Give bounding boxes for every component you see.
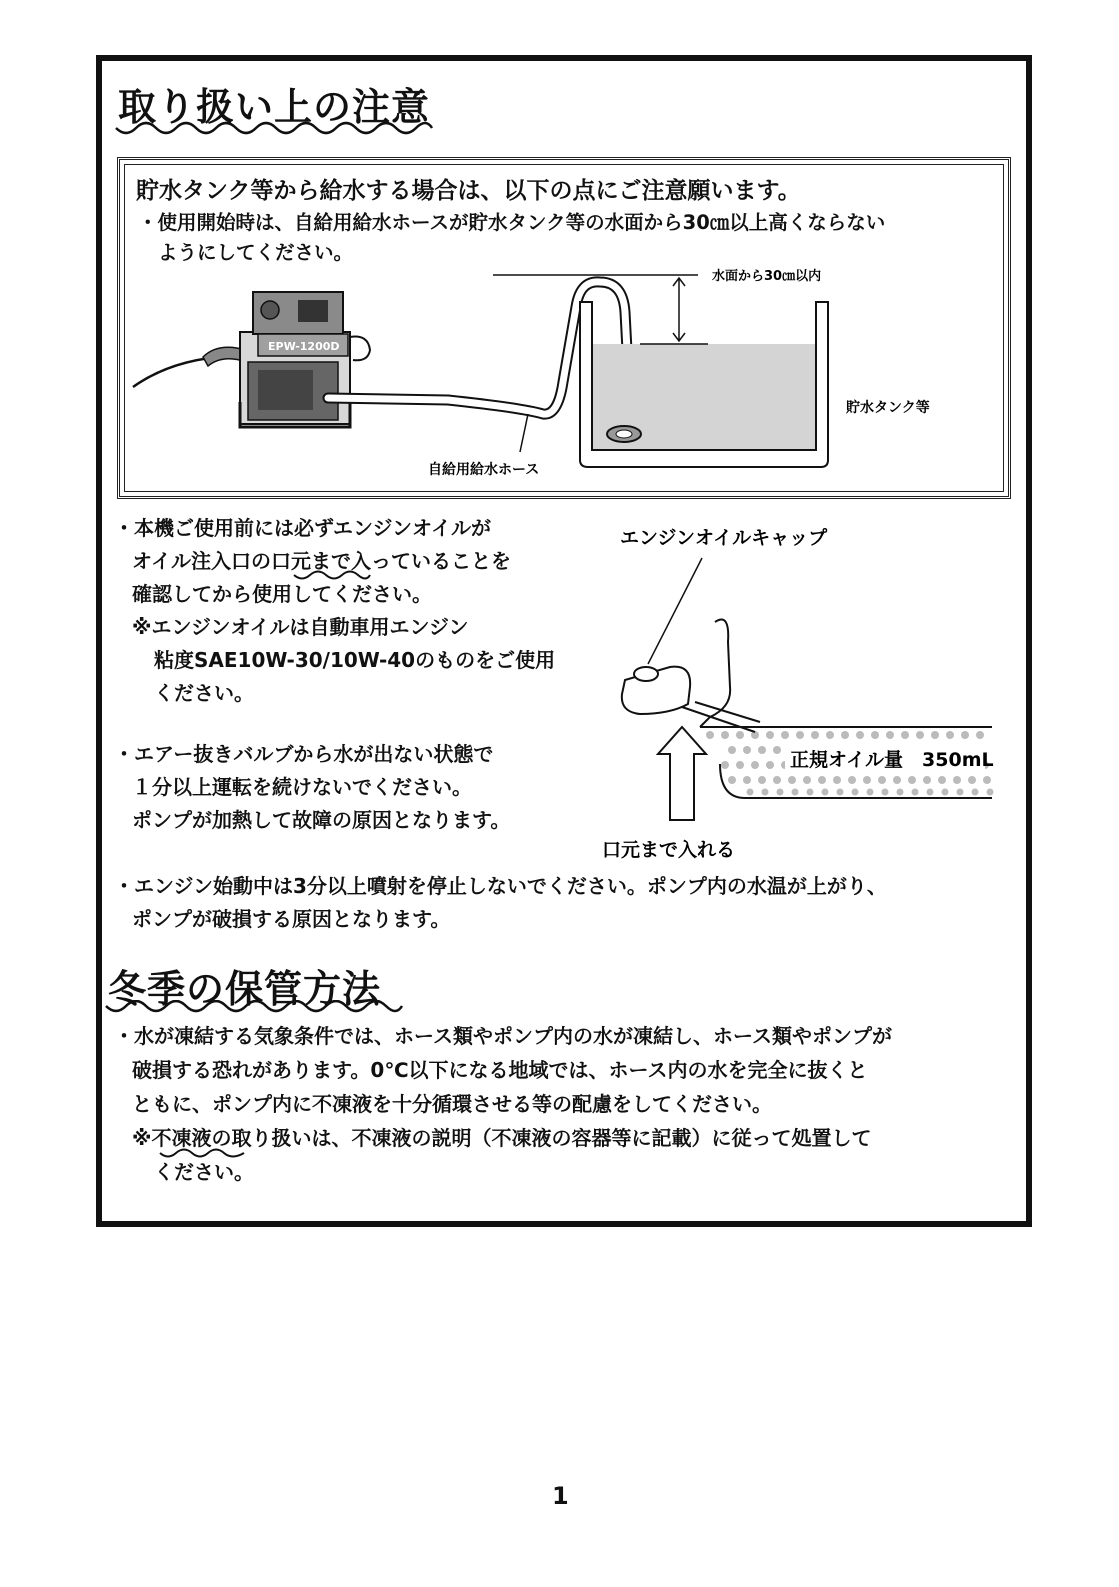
page-number: 1 [552,1482,569,1510]
cap-leader-line [648,558,702,664]
pump-unit [240,292,370,427]
oil-note-line-2: オイル注入口の口元まで入っていることを [132,549,511,573]
oil-amount-label: 正規オイル量 350mL [790,749,994,771]
tank-label: 貯水タンク等 [846,400,930,416]
winter-line-3: ともに、ポンプ内に不凍液を十分循環させる等の配慮をしてください。 [132,1092,772,1116]
hose-label: 自給用給水ホース [428,462,540,478]
oil-note-line-5: 粘度SAE10W-30/10W-40のものをご使用 [154,648,556,672]
notice-line-2: ようにしてください。 [158,241,354,264]
air-note-line-1: ・エアー抜きバルブから水が出ない状態で [114,742,494,766]
oil-fill-figure [600,522,1000,867]
air-note-line-2: １分以上運転を続けないでください。 [132,775,472,799]
winter-title-underline [104,1000,404,1018]
winter-line-5: ください。 [154,1160,254,1184]
fill-to-mouth-label: 口元まで入れる [602,839,736,861]
oil-note-line-4: ※エンジンオイルは自動車用エンジン [132,615,469,639]
water-level-label: 水面から30㎝以内 [712,269,822,284]
dimension-arrow [673,278,685,341]
antifreeze-underline [158,1148,246,1160]
engine-note-line-1: ・エンジン始動中は3分以上噴射を停止しないでください。ポンプ内の水温が上がり、 [114,874,887,898]
oil-note-line-1: ・本機ご使用前には必ずエンジンオイルが [114,516,491,540]
oil-inlet-underline [292,570,372,582]
pump-tank-figure [128,262,998,487]
pump-model-label: EPW-1200D [268,340,340,353]
section-title-handling: 取り扱い上の注意 [118,85,431,129]
winter-line-1: ・水が凍結する気象条件では、ホース類やポンプ内の水が凍結し、ホース類やポンプが [114,1024,892,1048]
oil-cap [622,667,690,714]
section-title-winter-storage: 冬季の保管方法 [108,967,382,1011]
fill-level-arrow [658,727,706,820]
winter-line-4: ※不凍液の取り扱いは、不凍液の説明（不凍液の容器等に記載）に従って処置して [132,1126,872,1150]
air-note-line-3: ポンプが加熱して故障の原因となります。 [132,808,511,832]
oil-cap-label: エンジンオイルキャップ [620,527,828,549]
notice-heading: 貯水タンク等から給水する場合は、以下の点にご注意願います。 [136,178,801,204]
engine-note-line-2: ポンプが破損する原因となります。 [132,907,451,931]
oil-note-line-6: ください。 [154,681,254,705]
title-underline-wave [114,120,434,140]
winter-line-2: 破損する恐れがあります。0℃以下になる地域では、ホース内の水を完全に抜くと [132,1058,868,1082]
oil-note-line-3: 確認してから使用してください。 [132,582,432,606]
hose-leader-line [520,414,528,452]
notice-line-1: ・使用開始時は、自給用給水ホースが貯水タンク等の水面から30㎝以上高くならない [138,211,886,234]
power-cord [133,356,248,387]
